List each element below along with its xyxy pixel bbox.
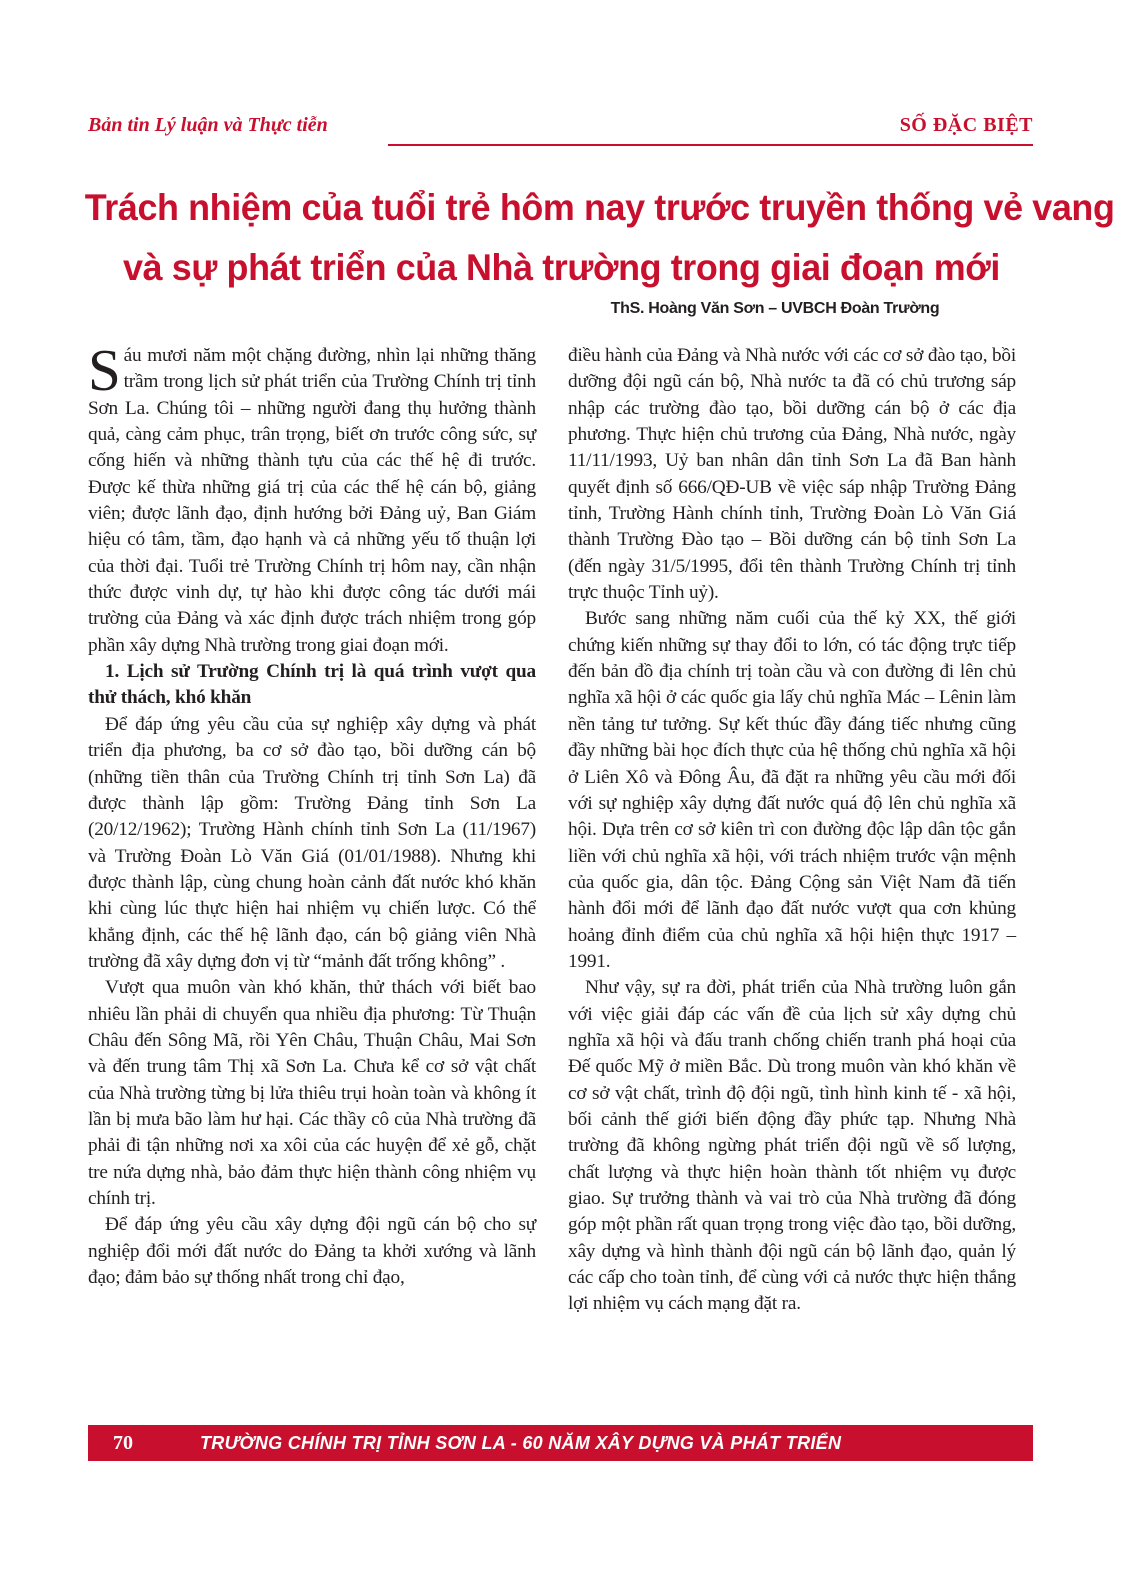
intro-paragraph [88, 337, 536, 659]
footer-title: TRƯỜNG CHÍNH TRỊ TỈNH SƠN LA - 60 NĂM XÂY DỰNG VÀ PHÁT TRIỂN [200, 1433, 842, 1453]
title-line-2: và sự phát triển của Nhà trường trong giai đoạn mới [123, 247, 1000, 288]
body-paragraph: Để đáp ứng yêu cầu xây dựng đội ngũ cán bộ cho sự nghiệp đổi mới đất nước do Đảng ta khởi xướng và lãnh đạo; đảm bảo sự thống nhất trong chỉ đạo, [88, 1214, 536, 1289]
left-column [88, 337, 536, 1291]
running-header [88, 112, 1033, 148]
article-title [84, 178, 1115, 298]
section-heading: 1. Lịch sử Trường Chính trị là quá trình vượt qua thử thách, khó khăn [88, 661, 536, 709]
publication-name: Bản tin Lý luận và Thực tiễn [88, 114, 328, 136]
author-byline: ThS. Hoàng Văn Sơn – UVBCH Đoàn Trường [610, 300, 940, 317]
drop-cap: S [88, 337, 121, 403]
body-paragraph: điều hành của Đảng và Nhà nước với các cơ sở đào tạo, bồi dưỡng đội ngũ cán bộ, Nhà nước ta đã có chủ trương sáp nhập các trường đào tạo, bồi dưỡng cán bộ ở các địa phương. Thực hiện chủ trương của Đảng, Nhà nước, ngày 11/11/1993, Uỷ ban nhân dân tỉnh Sơn La đã Ban hành quyết định số 666/QĐ-UB về việc sáp nhập Trường Đảng tỉnh, Trường Hành chính tỉnh, Trường Đoàn Lò Văn Giá thành Trường Đào tạo – Bồi dưỡng cán bộ tỉnh Sơn La (đến ngày 31/5/1995, đổi tên thành Trường Chính trị tỉnh trực thuộc Tỉnh uỷ). [568, 345, 1016, 604]
header-rule [388, 144, 1033, 146]
right-column [568, 343, 1016, 1318]
body-paragraph: Vượt qua muôn vàn khó khăn, thử thách với biết bao nhiêu lần phải di chuyển qua nhiều địa phương: Từ Thuận Châu đến Sông Mã, rồi Yên Châu, Thuận Châu, Mai Sơn và đến trung tâm Thị xã Sơn La. Chưa kể cơ sở vật chất của Nhà trường từng bị lửa thiêu trụi hoàn toàn và không ít lần bị mưa bão làm hư hại. Các thầy cô của Nhà trường đã phải đi tận những nơi xa xôi của các huyện để xẻ gỗ, chặt tre nứa dựng nhà, bảo đảm thực hiện thành công nhiệm vụ chính trị. [88, 977, 536, 1209]
body-paragraph: Như vậy, sự ra đời, phát triển của Nhà trường luôn gắn với việc giải đáp các vấn đề của lịch sử xây dựng chủ nghĩa xã hội và đấu tranh chống chiến tranh phá hoại của Đế quốc Mỹ ở miền Bắc. Dù trong muôn vàn khó khăn về cơ sở vật chất, trình độ đội ngũ, tình hình kinh tế - xã hội, bối cảnh thế giới biến động đầy phức tạp. Nhưng Nhà trường đã không ngừng phát triển đội ngũ về số lượng, chất lượng và thực hiện hoàn thành tốt nhiệm vụ được giao. Sự trưởng thành và vai trò của Nhà trường đã đóng góp một phần rất quan trọng trong việc đào tạo, bồi dưỡng, xây dựng và hình thành đội ngũ cán bộ lãnh đạo, quản lý các cấp cho toàn tỉnh, để cùng với cả nước thực hiện thắng lợi nhiệm vụ cách mạng đặt ra. [568, 977, 1016, 1315]
title-line-1: Trách nhiệm của tuổi trẻ hôm nay trước truyền thống vẻ vang [84, 187, 1115, 228]
page-number: 70 [113, 1432, 133, 1454]
body-paragraph: Để đáp ứng yêu cầu của sự nghiệp xây dựng và phát triển địa phương, ba cơ sở đào tạo, bồi dưỡng cán bộ (những tiền thân của Trường Chính trị tỉnh Sơn La) đã được thành lập gồm: Trường Đảng tỉnh Sơn La (20/12/1962); Trường Hành chính tỉnh Sơn La (11/1967) và Trường Đoàn Lò Văn Giá (01/01/1988). Nhưng khi được thành lập, cùng chung hoàn cảnh đất nước khó khăn khi cùng lúc thực hiện hai nhiệm vụ chiến lược. Có thể khẳng định, các thế hệ lãnh đạo, cán bộ giảng viên Nhà trường đã xây dựng đơn vị từ “mảnh đất trống không” . [88, 713, 536, 972]
intro-text: áu mươi năm một chặng đường, nhìn lại những thăng trầm trong lịch sử phát triển của Trường Chính trị tỉnh Sơn La. Chúng tôi – những người đang thụ hưởng thành quả, càng cảm phục, trân trọng, biết ơn trước công sức, sự cống hiến và những thành tựu của các thế hệ đi trước. Được kế thừa những giá trị của các thế hệ cán bộ, giảng viên; được lãnh đạo, định hướng bởi Đảng uỷ, Ban Giám hiệu có tâm, tầm, đạo hạnh và cả những yếu tố thuận lợi của thời đại. Tuổi trẻ Trường Chính trị hôm nay, cần nhận thức được vinh dự, tự hào khi được công tác dưới mái trường của Đảng và xác định được trách nhiệm trong góp phần xây dựng Nhà trường trong giai đoạn mới. [88, 345, 536, 656]
body-paragraph: Bước sang những năm cuối của thế kỷ XX, thế giới chứng kiến những sự thay đổi to lớn, có tác động trực tiếp đến bản đồ địa chính trị toàn cầu và con đường đi lên chủ nghĩa xã hội ở các quốc gia lấy chủ nghĩa Mác – Lênin làm nền tảng tư tưởng. Sự kết thúc đầy đáng tiếc nhưng cũng đầy những bài học đích thực của hệ thống chủ nghĩa xã hội ở Liên Xô và Đông Âu, đã đặt ra những yêu cầu mới đối với sự nghiệp xây dựng đất nước quá độ lên chủ nghĩa xã hội. Dựa trên cơ sở kiên trì con đường độc lập dân tộc gắn liền với chủ nghĩa xã hội, với trách nhiệm trước vận mệnh của quốc gia, dân tộc. Đảng Cộng sản Việt Nam đã tiến hành đổi mới để lãnh đạo đất nước vượt qua cơn khủng hoảng đỉnh điểm của chủ nghĩa xã hội hiện thực 1917 – 1991. [568, 608, 1016, 972]
issue-label: SỐ ĐẶC BIỆT [899, 114, 1033, 136]
